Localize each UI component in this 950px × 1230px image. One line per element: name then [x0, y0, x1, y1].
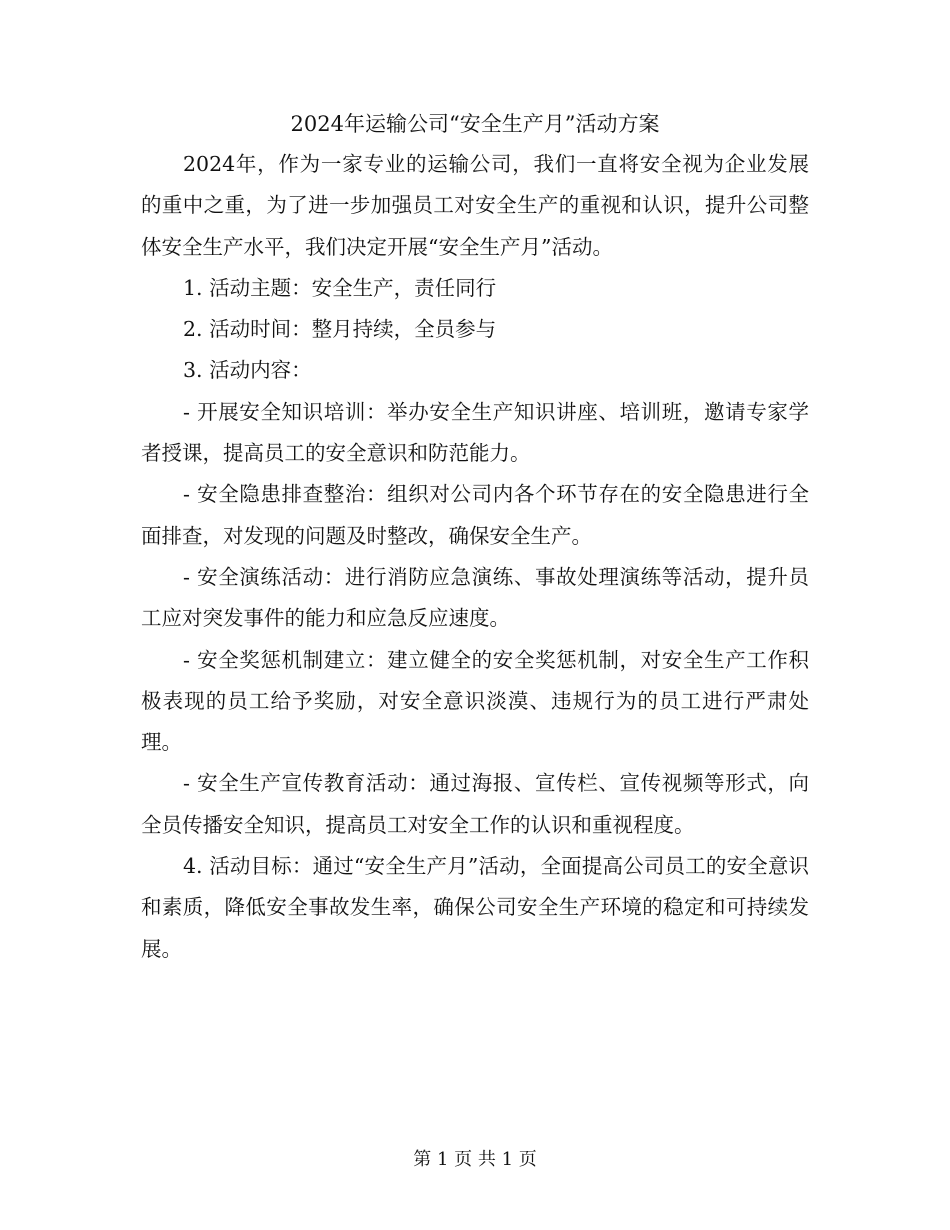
- page-number-footer: 第 1 页 共 1 页: [413, 1149, 537, 1170]
- content-item-drill: - 安全演练活动：进行消防应急演练、事故处理演练等活动，提升员工应对突发事件的能力和应急反应速度。: [141, 564, 809, 631]
- content-item-reward-mechanism: - 安全奖惩机制建立：建立健全的安全奖惩机制，对安全生产工作积极表现的员工给予奖励，对安全意识淡漠、违规行为的员工进行严肃处理。: [141, 647, 809, 755]
- activity-content-heading: 3. 活动内容：: [183, 358, 312, 383]
- content-item-training: - 开展安全知识培训：举办安全生产知识讲座、培训班，邀请专家学者授课，提高员工的安全意识和防范能力。: [141, 399, 809, 466]
- activity-time-item: 2. 活动时间：整月持续，全员参与: [183, 317, 497, 342]
- document-title: 2024年运输公司“安全生产月”活动方案: [290, 112, 660, 136]
- content-item-hazard-check: - 安全隐患排查整治：组织对公司内各个环节存在的安全隐患进行全面排查，对发现的问题及时整改，确保安全生产。: [141, 482, 809, 548]
- activity-goal-item: 4. 活动目标：通过“安全生产月”活动，全面提高公司员工的安全意识和素质，降低安全事故发生率，确保公司安全生产环境的稳定和可持续发展。: [141, 854, 809, 961]
- document-body: [141, 104, 809, 970]
- activity-theme-item: 1. 活动主题：安全生产，责任同行: [183, 275, 497, 300]
- content-item-publicity: - 安全生产宣传教育活动：通过海报、宣传栏、宣传视频等形式，向全员传播安全知识，提高员工对安全工作的认识和重视程度。: [141, 771, 809, 837]
- intro-paragraph: 2024年，作为一家专业的运输公司，我们一直将安全视为企业发展的重中之重，为了进一步加强员工对安全生产的重视和认识，提升公司整体安全生产水平，我们决定开展“安全生产月”活动。: [141, 152, 809, 259]
